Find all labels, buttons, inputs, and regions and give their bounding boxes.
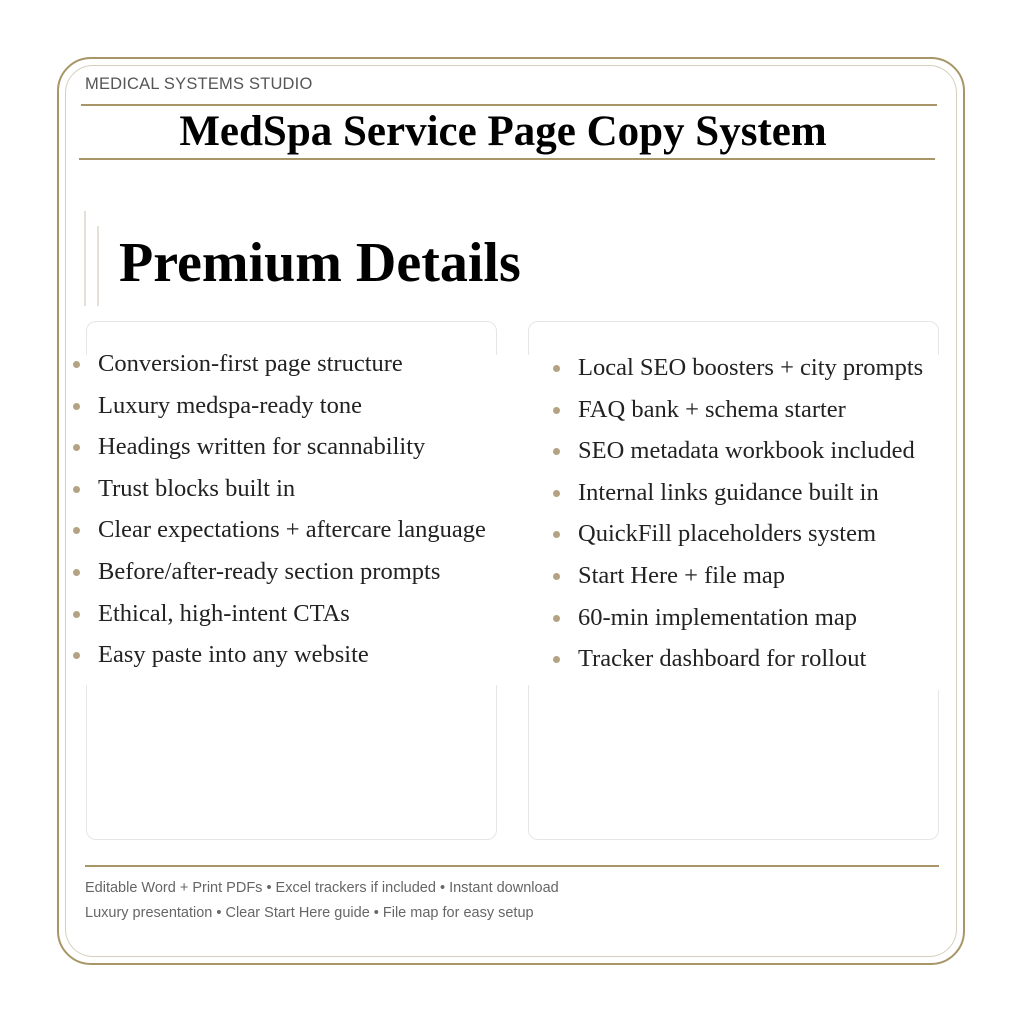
- list-item: [70, 343, 486, 385]
- feature-text: Tracker dashboard for rollout: [578, 645, 867, 673]
- section-heading: Premium Details: [119, 232, 521, 294]
- feature-text: Internal links guidance built in: [578, 478, 879, 506]
- list-item: [550, 638, 923, 680]
- list-item: [70, 385, 486, 427]
- list-item: [550, 472, 923, 514]
- bullet-icon: [553, 407, 560, 414]
- list-item: [70, 509, 486, 551]
- list-item: [70, 468, 486, 510]
- feature-text: Trust blocks built in: [98, 474, 296, 502]
- list-item: [550, 430, 923, 472]
- heading-accent-bar: [84, 211, 86, 306]
- feature-text: Clear expectations + aftercare language: [98, 516, 486, 544]
- bullet-icon: [73, 403, 80, 410]
- right-feature-list: [550, 347, 923, 680]
- list-item: [550, 555, 923, 597]
- list-item: [550, 347, 923, 389]
- brand-label: MEDICAL SYSTEMS STUDIO: [85, 75, 313, 93]
- bullet-icon: [73, 444, 80, 451]
- bullet-icon: [553, 490, 560, 497]
- feature-text: FAQ bank + schema starter: [578, 395, 846, 423]
- feature-text: Conversion-first page structure: [98, 350, 403, 377]
- bullet-icon: [553, 573, 560, 580]
- feature-text: Headings written for scannability: [98, 433, 426, 461]
- list-item: [550, 513, 923, 555]
- feature-text: QuickFill placeholders system: [578, 520, 877, 548]
- footer-line-1: Editable Word + Print PDFs • Excel trackers if included • Instant download: [85, 880, 559, 896]
- footer-divider: [85, 865, 939, 867]
- left-feature-list: [70, 343, 486, 676]
- bullet-icon: [553, 615, 560, 622]
- bullet-icon: [553, 656, 560, 663]
- feature-text: Luxury medspa-ready tone: [98, 391, 362, 419]
- title-divider: [79, 158, 935, 160]
- bullet-icon: [553, 531, 560, 538]
- page-title: MedSpa Service Page Copy System: [179, 108, 827, 155]
- bullet-icon: [73, 652, 80, 659]
- feature-text: Start Here + file map: [578, 561, 786, 589]
- bullet-icon: [73, 361, 80, 368]
- bullet-icon: [73, 486, 80, 493]
- list-item: [70, 593, 486, 635]
- bullet-icon: [73, 611, 80, 618]
- heading-accent-bar-inner: [97, 226, 99, 306]
- feature-text: Local SEO boosters + city prompts: [578, 354, 924, 381]
- list-item: [70, 634, 486, 676]
- bullet-icon: [73, 569, 80, 576]
- feature-text: Before/after-ready section prompts: [98, 557, 441, 585]
- feature-text: SEO metadata workbook included: [578, 437, 915, 465]
- feature-text: Easy paste into any website: [98, 641, 369, 669]
- list-item: [70, 426, 486, 468]
- feature-text: 60-min implementation map: [578, 603, 857, 631]
- bullet-icon: [553, 365, 560, 372]
- list-item: [70, 551, 486, 593]
- list-item: [550, 389, 923, 431]
- bullet-icon: [553, 448, 560, 455]
- feature-text: Ethical, high-intent CTAs: [98, 599, 350, 627]
- bullet-icon: [73, 527, 80, 534]
- list-item: [550, 597, 923, 639]
- footer-line-2: Luxury presentation • Clear Start Here guide • File map for easy setup: [85, 905, 534, 921]
